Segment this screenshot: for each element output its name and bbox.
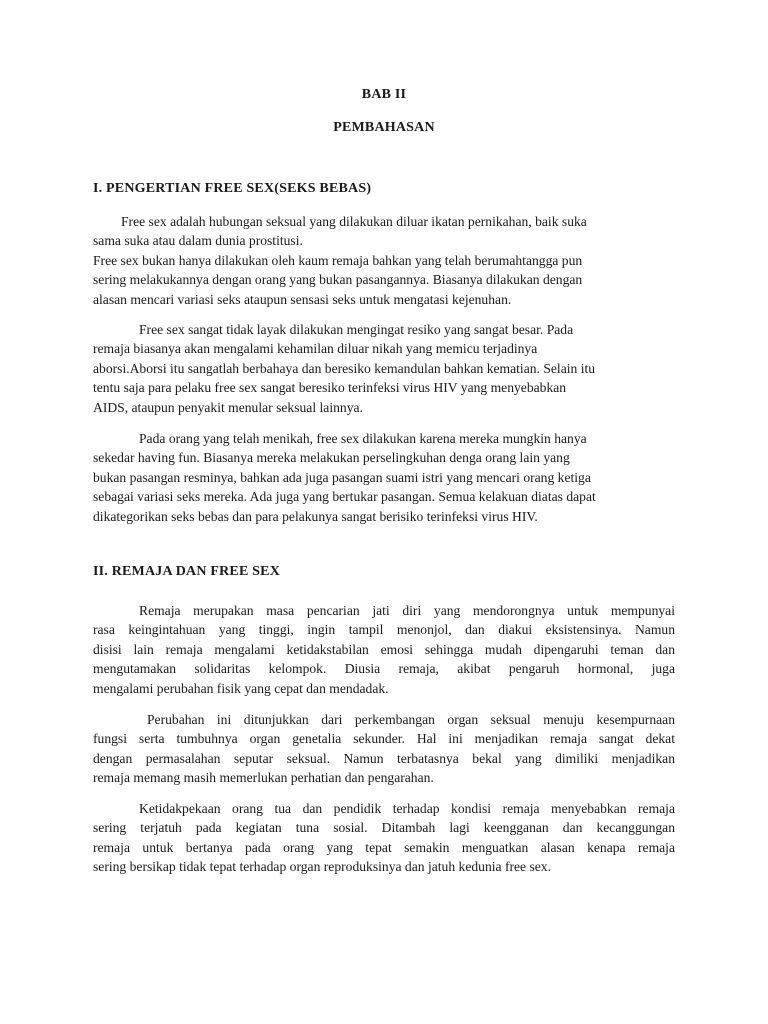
paragraph-line: Remaja merupakan masa pencarian jati diri yang mendorongnya untuk mempunyai (139, 603, 675, 618)
paragraph-line: aborsi.Aborsi itu sangatlah berbahaya dan beresiko kemandulan bahkan kematian. Selain itu (93, 360, 596, 376)
page-title: PEMBAHASAN (333, 120, 435, 135)
paragraph-line: Free sex adalah hubungan seksual yang dilakukan diluar ikatan pernikahan, baik suka (121, 214, 587, 229)
paragraph-line: sekedar having fun. Biasanya mereka melakukan perselingkuhan denga orang lain yang (93, 450, 570, 466)
paragraph-line: rasa keingintahuan yang tinggi, ingin tampil menonjol, dan diakui eksistensinya. Namun (93, 622, 675, 638)
paragraph-line: sering melakukannya dengan orang yang bukan pasangannya. Biasanya dilakukan dengan (93, 272, 583, 288)
paragraph-line: tentu saja para pelaku free sex sangat beresiko terinfeksi virus HIV yang menyebabkan (93, 380, 567, 396)
paragraph (93, 799, 675, 877)
paragraph (93, 429, 675, 526)
paragraph (93, 710, 675, 788)
paragraph (93, 212, 675, 309)
paragraph-line: remaja untuk bertanya pada orang yang tepat semakin menguatkan alasan kenapa remaja (93, 839, 675, 855)
section-heading-2: II. REMAJA DAN FREE SEX (93, 564, 281, 579)
paragraph-line: Ketidakpekaan orang tua dan pendidik terhadap kondisi remaja menyebabkan remaja (139, 801, 675, 816)
paragraph-line: Free sex bukan hanya dilakukan oleh kaum remaja bahkan yang telah berumahtangga pun (93, 252, 583, 268)
paragraph-line: sering terjatuh pada kegiatan tuna sosial. Ditambah lagi keengganan dan kecanggungan (93, 820, 675, 836)
paragraph-line: mengalami perubahan fisik yang cepat dan mendadak. (93, 680, 389, 696)
paragraph-line: remaja memang masih memerlukan perhatian dan pengarahan. (93, 770, 434, 786)
paragraph-line: Free sex sangat tidak layak dilakukan mengingat resiko yang sangat besar. Pada (139, 322, 574, 337)
paragraph-line: remaja biasanya akan mengalami kehamilan diluar nikah yang memicu terjadinya (93, 341, 538, 357)
paragraph-line: mengutamakan solidaritas kelompok. Diusia remaja, akibat pengaruh hormonal, juga (93, 661, 675, 677)
paragraph-line: alasan mencari variasi seks ataupun sensasi seks untuk mengatasi kejenuhan. (93, 291, 512, 307)
paragraph-line: Pada orang yang telah menikah, free sex dilakukan karena mereka mungkin hanya (139, 431, 587, 446)
paragraph (93, 601, 675, 698)
paragraph-line: dengan permasalahan seputar seksual. Namun terbatasnya bekal yang dimiliki menjadikan (93, 750, 675, 766)
paragraph-line: fungsi serta tumbuhnya organ genetalia sekunder. Hal ini menjadikan remaja sangat dekat (93, 731, 675, 747)
paragraph-line: sama suka atau dalam dunia prostitusi. (93, 233, 303, 249)
section-heading-1: I. PENGERTIAN FREE SEX(SEKS BEBAS) (93, 181, 372, 196)
paragraph-line: disisi lain remaja mengalami ketidakstabilan emosi sehingga mudah dipengaruhi teman dan (93, 641, 675, 657)
paragraph-line: Perubahan ini ditunjukkan dari perkembangan organ seksual menuju kesempurnaan (147, 712, 675, 727)
paragraph-line: dikategorikan seks bebas dan para pelakunya sangat berisiko terinfeksi virus HIV. (93, 508, 538, 524)
chapter-label: BAB II (361, 87, 407, 102)
paragraph-line: bukan pasangan resminya, bahkan ada juga pasangan suami istri yang mencari orang ketiga (93, 469, 591, 485)
paragraph-line: sebagai variasi seks mereka. Ada juga yang bertukar pasangan. Semua kelakuan diatas dapat (93, 489, 596, 505)
paragraph-line: sering bersikap tidak tepat terhadap organ reproduksinya dan jatuh kedunia free sex. (93, 859, 551, 875)
paragraph (93, 320, 675, 417)
paragraph-line: AIDS, ataupun penyakit menular seksual lainnya. (93, 399, 363, 415)
